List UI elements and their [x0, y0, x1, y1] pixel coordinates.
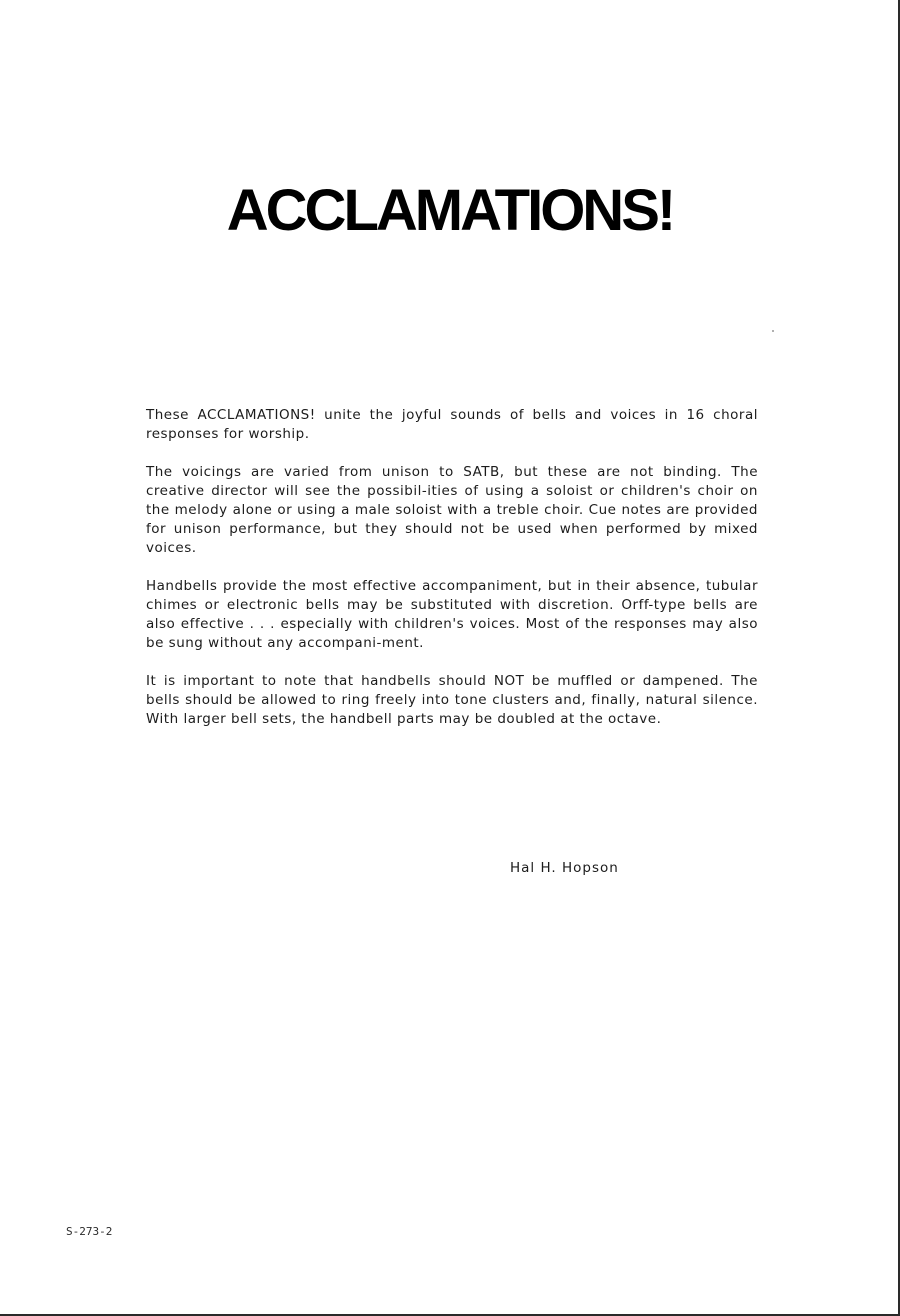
paragraph-intro: These ACCLAMATIONS! unite the joyful sounds of bells and voices in 16 choral responses for worship. [146, 407, 758, 442]
paragraph-voicings: The voicings are varied from unison to SATB, but these are not binding. The creative director will see the possibil-ities of using a soloist or children's choir on the melody alone or using a male soloist with a treble choir. Cue notes are provided for unison performance, but they should not be used when performed by mixed voices. [146, 464, 758, 556]
scan-speck [772, 330, 774, 332]
page-title: ACCLAMATIONS! [226, 178, 674, 243]
paragraph-handbells: It is important to note that handbells should NOT be muffled or dampened. The bells should be allowed to ring freely into tone clusters and, finally, natural silence. With larger bell sets, the handbell parts may be doubled at the octave. [146, 673, 758, 727]
paragraph-accompaniment: Handbells provide the most effective accompaniment, but in their absence, tubular chimes or electronic bells may be substituted with discretion. Orff-type bells are also effective . . . especially with children's voices. Most of the responses may also be sung without any accompani-ment. [146, 578, 758, 651]
preface-text [146, 406, 758, 748]
catalog-number: S-273-2 [66, 1225, 113, 1238]
author-signature: Hal H. Hopson [510, 860, 619, 876]
